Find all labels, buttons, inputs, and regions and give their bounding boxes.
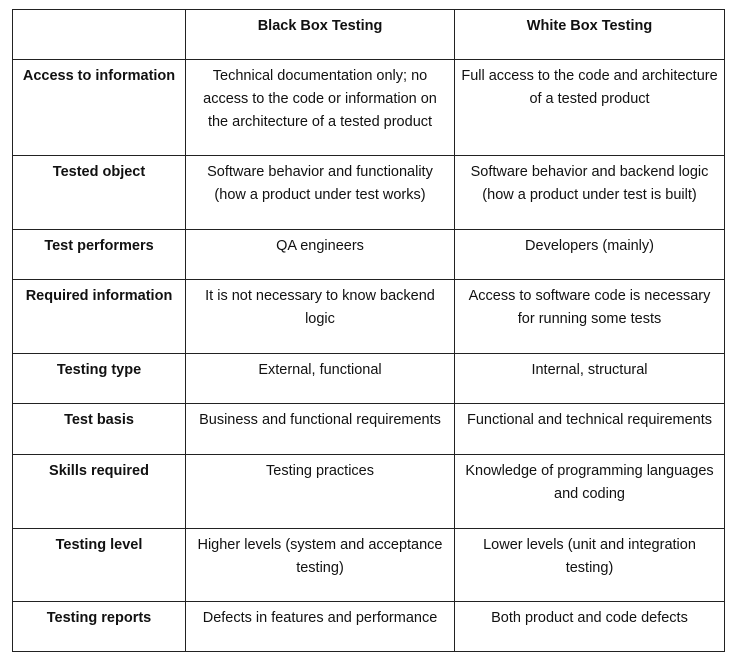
white-box-cell: Internal, structural	[455, 354, 725, 404]
black-box-cell: Defects in features and performance	[186, 602, 455, 652]
corner-cell	[13, 10, 186, 60]
black-box-cell: It is not necessary to know backend logic	[186, 280, 455, 354]
table-row	[13, 602, 725, 652]
table-row	[13, 529, 725, 602]
row-label: Required information	[13, 280, 186, 354]
table-row	[13, 280, 725, 354]
table-row	[13, 230, 725, 280]
header-white-box: White Box Testing	[455, 10, 725, 60]
row-label: Test basis	[13, 404, 186, 455]
table-row	[13, 156, 725, 230]
table-row	[13, 404, 725, 455]
row-label: Testing reports	[13, 602, 186, 652]
black-box-cell: Higher levels (system and acceptance testing)	[186, 529, 455, 602]
header-row	[13, 10, 725, 60]
black-box-cell: Software behavior and functionality (how a product under test works)	[186, 156, 455, 230]
white-box-cell: Developers (mainly)	[455, 230, 725, 280]
white-box-cell: Software behavior and backend logic (how a product under test is built)	[455, 156, 725, 230]
row-label: Testing type	[13, 354, 186, 404]
white-box-cell: Lower levels (unit and integration testing)	[455, 529, 725, 602]
black-box-cell: Business and functional requirements	[186, 404, 455, 455]
white-box-cell: Knowledge of programming languages and coding	[455, 455, 725, 529]
black-box-cell: External, functional	[186, 354, 455, 404]
row-label: Test performers	[13, 230, 186, 280]
header-black-box: Black Box Testing	[186, 10, 455, 60]
white-box-cell: Both product and code defects	[455, 602, 725, 652]
row-label: Access to information	[13, 60, 186, 156]
black-box-cell: QA engineers	[186, 230, 455, 280]
row-label: Skills required	[13, 455, 186, 529]
white-box-cell: Full access to the code and architecture of a tested product	[455, 60, 725, 156]
comparison-table	[12, 9, 725, 652]
table-row	[13, 60, 725, 156]
black-box-cell: Testing practices	[186, 455, 455, 529]
table-row	[13, 354, 725, 404]
white-box-cell: Functional and technical requirements	[455, 404, 725, 455]
row-label: Testing level	[13, 529, 186, 602]
table-row	[13, 455, 725, 529]
white-box-cell: Access to software code is necessary for running some tests	[455, 280, 725, 354]
row-label: Tested object	[13, 156, 186, 230]
black-box-cell: Technical documentation only; no access to the code or information on the architecture of a tested product	[186, 60, 455, 156]
